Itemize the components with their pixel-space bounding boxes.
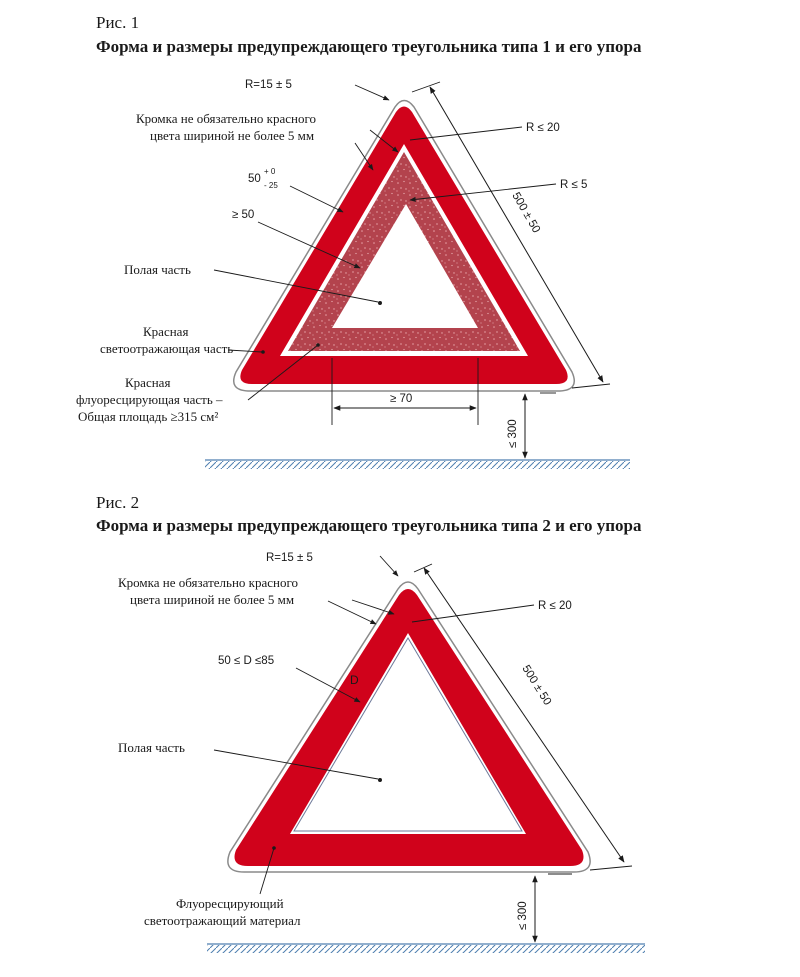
fig1-edge-label-line1: Кромка не обязательно красного bbox=[136, 111, 317, 126]
fig2-side-ext-bottom bbox=[590, 866, 632, 870]
fig2-side-ext-top bbox=[414, 564, 432, 572]
fig1-red-reflective-line2: светоотражающая часть bbox=[100, 341, 234, 356]
fig1-inner-radius-label: R ≤ 20 bbox=[526, 122, 560, 134]
fig2-material-dot bbox=[272, 846, 276, 850]
fig1-red-reflective-dot bbox=[261, 350, 265, 354]
fig1-label: Рис. 1 bbox=[96, 13, 140, 32]
fig2-title: Форма и размеры предупреждающего треугольника типа 2 и его упора bbox=[96, 516, 642, 535]
fig1-side-length-label: 500 ± 50 bbox=[509, 190, 543, 236]
fig2-band-width-label: 50 ≤ D ≤85 bbox=[218, 655, 275, 667]
fig1-min-width-label: ≥ 50 bbox=[232, 209, 255, 221]
fig1-ground-hatch bbox=[205, 461, 630, 469]
fig1-edge-label-line2: цвета шириной не более 5 мм bbox=[150, 128, 315, 143]
fig1-side-ext-bottom bbox=[572, 384, 610, 388]
fig2-edge-label-line1: Кромка не обязательно красного bbox=[118, 575, 299, 590]
fig1-fluorescent-line2: флуоресцирующая часть – bbox=[76, 392, 223, 407]
fig1-hole-radius-label: R ≤ 5 bbox=[560, 179, 588, 191]
fig1-hollow-dot bbox=[378, 301, 382, 305]
fig2-edge-label-line2: цвета шириной не более 5 мм bbox=[130, 592, 295, 607]
fig1-band-base: 50 bbox=[248, 173, 261, 185]
fig2-ground-hatch bbox=[207, 945, 645, 953]
fig1-side-ext-top bbox=[412, 82, 440, 92]
figure-2 bbox=[96, 493, 645, 953]
fig1-fluorescent-dot bbox=[316, 343, 320, 347]
fig1-base-opening-label: ≥ 70 bbox=[390, 393, 413, 405]
fig1-clearance-label: ≤ 300 bbox=[507, 419, 519, 448]
fig2-material-line1: Флуоресцирующий bbox=[176, 896, 284, 911]
fig1-fluorescent-line1: Красная bbox=[125, 375, 171, 390]
fig1-band-leader bbox=[290, 186, 343, 212]
fig1-band-tol-plus: + 0 bbox=[264, 167, 276, 176]
fig1-title: Форма и размеры предупреждающего треугольника типа 1 и его упора bbox=[96, 37, 642, 56]
fig2-d-mark: D bbox=[350, 673, 359, 687]
fig1-red-reflective-line1: Красная bbox=[143, 324, 189, 339]
fig2-hollow-dot bbox=[378, 778, 382, 782]
fig2-corner-radius-leader bbox=[380, 556, 398, 576]
fig2-corner-radius-label: R=15 ± 5 bbox=[266, 552, 313, 564]
fig2-clearance-label: ≤ 300 bbox=[517, 901, 529, 930]
fig2-label: Рис. 2 bbox=[96, 493, 140, 512]
fig2-side-length-label: 500 ± 50 bbox=[519, 663, 554, 708]
fig2-inner-radius-label: R ≤ 20 bbox=[538, 600, 572, 612]
fig1-corner-radius-label: R=15 ± 5 bbox=[245, 79, 292, 91]
fig2-edge-leader-a bbox=[328, 601, 376, 624]
fig1-band-tol-minus: - 25 bbox=[264, 181, 278, 190]
fig2-material-line2: светоотражающий материал bbox=[144, 913, 301, 928]
fig1-corner-radius-leader bbox=[355, 85, 389, 100]
fig2-hollow-label: Полая часть bbox=[118, 740, 185, 755]
figure-1 bbox=[76, 13, 642, 469]
fig1-hollow-label: Полая часть bbox=[124, 262, 191, 277]
fig1-fluorescent-line3: Общая площадь ≥315 см² bbox=[78, 409, 219, 424]
